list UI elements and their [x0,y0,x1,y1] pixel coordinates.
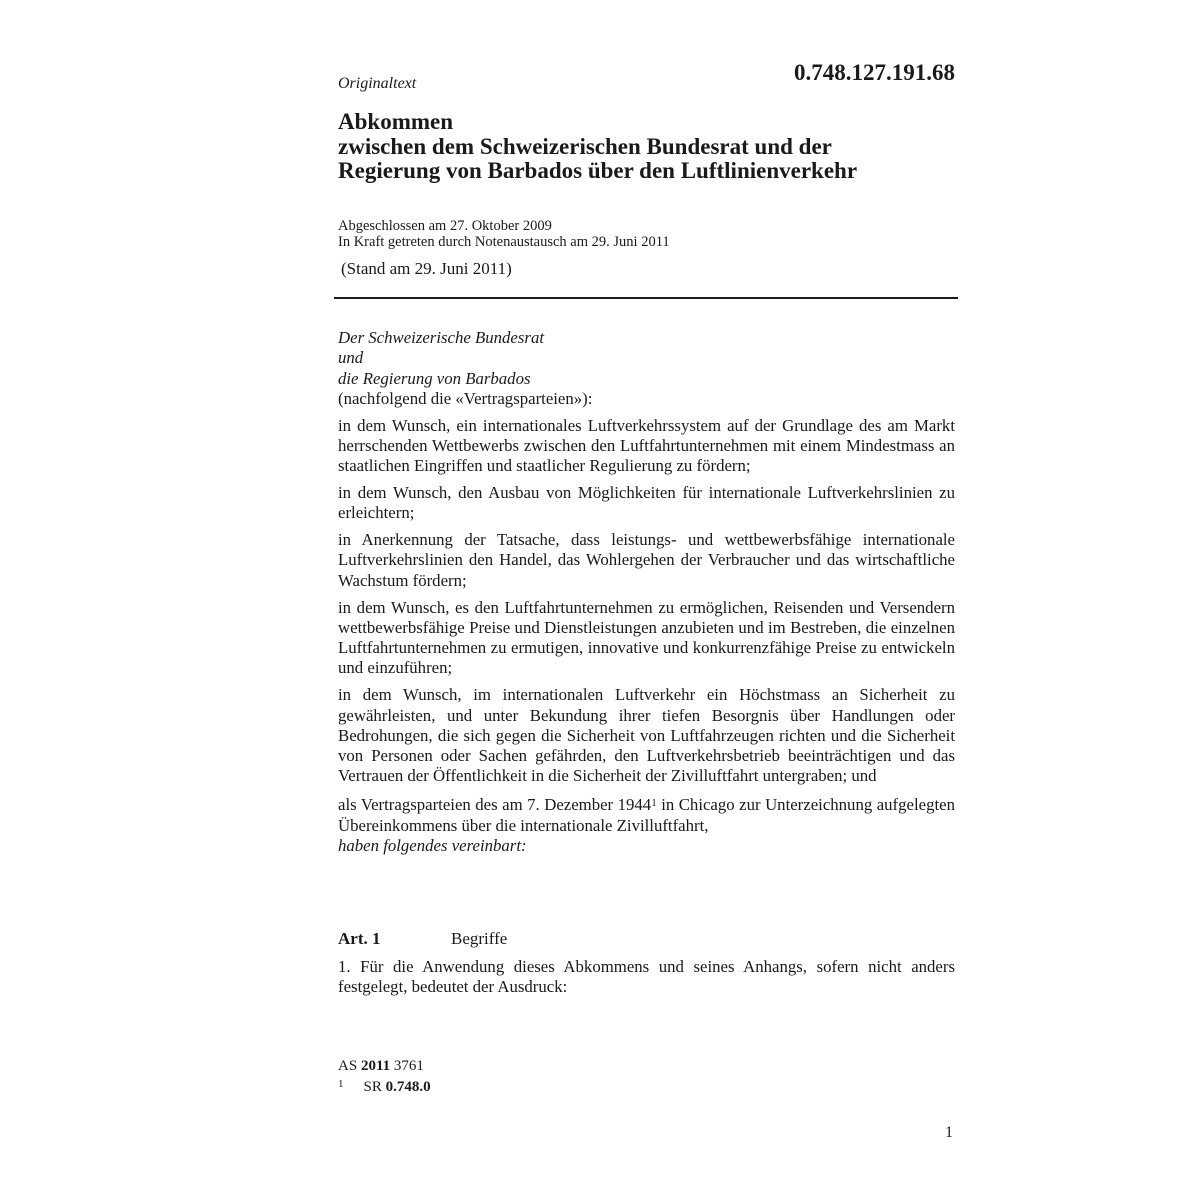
as-prefix: AS [338,1058,358,1074]
preamble-paragraph [338,793,955,836]
as-year: 2011 [360,1058,391,1074]
preamble-paragraph: in dem Wunsch, es den Luftfahrtunternehmen zu ermöglichen, Reisenden und Versendern wettbewerbsfähige Preise und Dienstleistungen anzubieten und im Bestreben, die einzelnen Luftfahrtunternehmen zu ermutigen, innovative und konkurrenzfähige Preise zu entwickeln und einzuführen; [338,597,955,678]
title-line-2: zwischen dem Schweizerischen Bundesrat und der [338,133,832,159]
preamble-paragraph: in dem Wunsch, ein internationales Luftverkehrssystem auf der Grundlage des am Markt herrschenden Wettbewerbs zwischen den Luftfahrtunternehmen mit einem Mindestmass an staatlichen Eingriffen und staatlicher Regulierung zu fördern; [338,415,955,476]
footnote-reference: 1 [651,797,657,810]
official-collection-reference [338,1058,424,1075]
footnote-ref: 0.748.0 [385,1079,431,1095]
page-number: 1 [945,1124,953,1141]
party-2: die Regierung von Barbados [338,368,531,388]
original-text-label: Originaltext [338,75,417,92]
document-metadata [338,218,670,250]
preamble [338,328,955,856]
in-force-date: In Kraft getreten durch Notenaustausch am 29. Juni 2011 [338,234,670,250]
paragraph-text: als Vertragsparteien des am 7. Dezember 1944 [338,795,652,815]
header-divider [334,297,958,299]
paragraph-text: in Chicago zur Unterzeichnung aufgelegten Übereinkommens über die internationale Zivilluftfahrt, [338,795,955,835]
footnote [338,1078,431,1096]
preamble-paragraph: in dem Wunsch, den Ausbau von Möglichkeiten für internationale Luftverkehrslinien zu erleichtern; [338,483,955,523]
article-number: Art. 1 [338,929,381,948]
document-title [338,110,978,184]
concluded-date: Abgeschlossen am 27. Oktober 2009 [338,218,552,234]
title-line-1: Abkommen [338,109,454,134]
article-paragraph: 1. Für die Anwendung dieses Abkommens und seines Anhangs, sofern nicht anders festgelegt, bedeutet der Ausdruck: [338,957,955,997]
conjunction: und [338,348,364,368]
agreement-clause: haben folgendes vereinbart: [338,835,527,855]
footnote-prefix: SR [363,1079,382,1095]
article-heading: Begriffe [451,929,508,948]
status-date: (Stand am 29. Juni 2011) [341,259,512,278]
preamble-paragraph: in Anerkennung der Tatsache, dass leistungs- und wettbewerbsfähige internationale Luftverkehrslinien den Handel, das Wohlergehen der Verbraucher und das wirtschaftliche Wachstum fördern; [338,530,955,590]
hereinafter-clause: (nachfolgend die «Vertragsparteien»): [338,388,593,408]
preamble-paragraph: in dem Wunsch, im internationalen Luftverkehr ein Höchstmass an Sicherheit zu gewährleisten, und unter Bekundung ihrer tiefen Besorgnis über Handlungen oder Bedrohungen, die sich gegen die Sicherheit von Luftfahrzeugen richten und die Sicherheit von Personen oder Sachen gefährden, den Luftverkehrsbetrieb beeinträchtigen und das Vertrauen der Öffentlichkeit in die Sicherheit der Zivilluftfahrt untergraben; und [338,685,955,786]
title-line-3: Regierung von Barbados über den Luftlinienverkehr [338,158,858,183]
footnote-mark: 1 [338,1078,344,1090]
as-page: 3761 [393,1058,424,1074]
party-1: Der Schweizerische Bundesrat [338,328,544,347]
sr-number: 0.748.127.191.68 [794,60,955,85]
